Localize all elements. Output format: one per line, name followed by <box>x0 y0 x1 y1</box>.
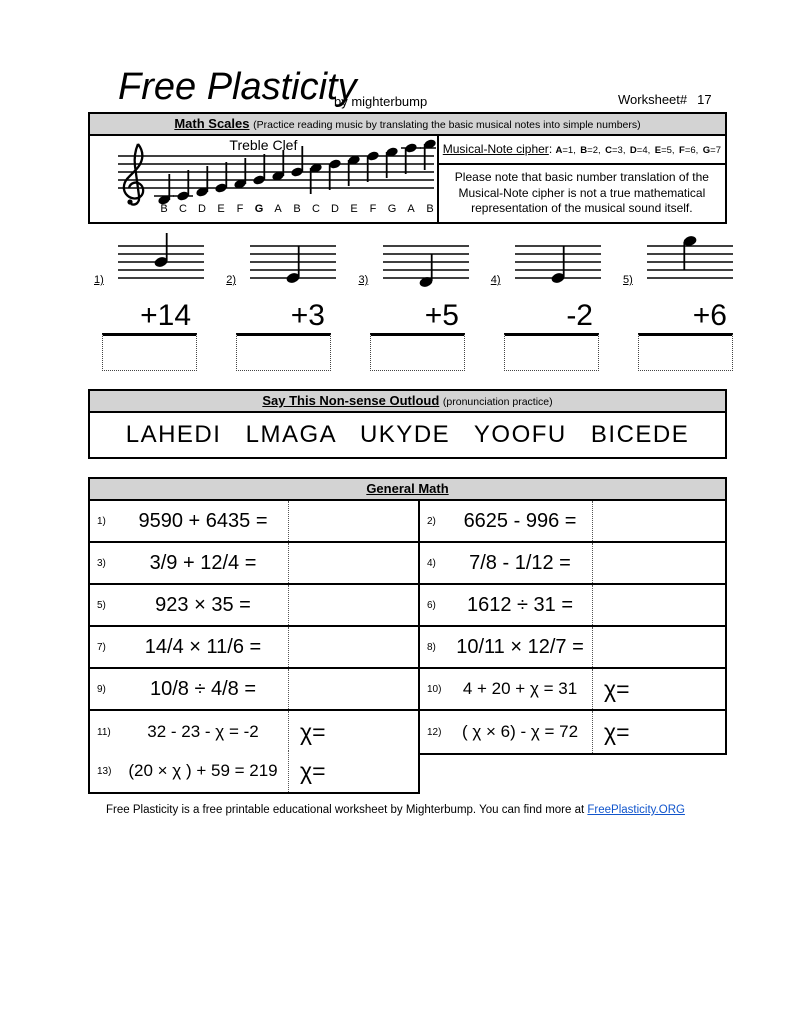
note-problem-1 <box>88 228 207 290</box>
problem-label: 4) <box>418 543 448 583</box>
answer-cell[interactable] <box>592 711 725 753</box>
answer-cell[interactable] <box>592 585 725 625</box>
problem-label: 5) <box>97 599 106 611</box>
svg-text:E: E <box>350 203 358 215</box>
problem-text: 10/11 × 12/7 = <box>456 635 584 658</box>
note-letters <box>160 203 433 215</box>
svg-text:F: F <box>236 203 244 215</box>
problem-text: 4 + 20 + χ = 31 <box>462 679 578 698</box>
problem-label: 6) <box>418 585 448 625</box>
problem-label: 11) <box>97 726 111 738</box>
staff-note-icon <box>512 230 604 288</box>
note-problem-label: 1) <box>94 274 104 286</box>
math-row <box>90 585 725 627</box>
operation-value: +6 <box>692 299 727 332</box>
problem-label: 13) <box>97 765 112 777</box>
operation-value: +14 <box>140 299 191 332</box>
math-row <box>90 543 725 585</box>
answer-box[interactable] <box>236 333 331 371</box>
problem-label: 2) <box>418 501 448 541</box>
operation-cell-2 <box>236 299 331 371</box>
svg-text:C: C <box>179 203 187 215</box>
note-problem-2 <box>220 228 339 290</box>
operation-cell-5 <box>638 299 733 371</box>
staff-note-icon <box>115 230 207 288</box>
answer-cell[interactable] <box>592 543 725 583</box>
math-row-13 <box>88 750 420 794</box>
operation-value: +5 <box>424 299 459 332</box>
problem-label: 10) <box>418 669 448 709</box>
problem-label: 9) <box>97 683 106 695</box>
page-title: Free Plasticity <box>118 66 357 108</box>
math-row <box>90 501 725 543</box>
cipher-disclaimer: Please note that basic number translation of the Musical-Note cipher is not a true mathematical representation of the musical sound itself. <box>454 169 709 216</box>
chi-answer-label: χ= <box>300 757 326 784</box>
problem-label: 7) <box>97 641 106 653</box>
svg-text:E: E <box>217 203 225 215</box>
problem-text: ( χ × 6) - χ = 72 <box>461 722 579 741</box>
problem-label: 12) <box>418 711 448 753</box>
staff-title: Treble Clef <box>229 137 298 153</box>
math-scales-subheading: (Practice reading music by translating the basic musical notes into simple numbers) <box>253 119 641 131</box>
treble-clef-icon <box>124 144 143 205</box>
chi-answer-label: χ= <box>604 675 630 702</box>
footer-link[interactable]: FreePlasticity.ORG <box>587 804 685 816</box>
treble-clef-panel <box>90 136 439 222</box>
pronunciation-section <box>88 389 727 459</box>
math-row <box>90 711 725 753</box>
chi-answer-label: χ= <box>604 718 630 745</box>
staff-note-icon <box>644 230 736 288</box>
answer-cell[interactable] <box>288 669 418 709</box>
svg-text:A: A <box>407 203 415 215</box>
chi-answer-label: χ= <box>300 718 326 745</box>
problem-text: 3/9 + 12/4 = <box>149 551 257 574</box>
problem-text: (20 × χ ) + 59 = 219 <box>128 761 278 780</box>
grand-staff <box>116 138 436 222</box>
footer <box>0 804 791 816</box>
operation-cell-4 <box>504 299 599 371</box>
byline: by mighterbump <box>334 94 428 109</box>
problem-text: 1612 ÷ 31 = <box>466 593 574 616</box>
svg-text:A: A <box>274 203 282 215</box>
svg-text:B: B <box>293 203 301 215</box>
operation-value: -2 <box>566 299 593 332</box>
problem-label: 8) <box>418 627 448 667</box>
answer-box[interactable] <box>370 333 465 371</box>
pronunciation-subheading: (pronunciation practice) <box>442 396 553 408</box>
worksheet-label: Worksheet# <box>618 92 688 107</box>
answer-box[interactable] <box>638 333 733 371</box>
operation-value: +3 <box>290 299 325 332</box>
worksheet-number <box>618 92 712 107</box>
note-problem-3 <box>353 228 472 290</box>
problem-label: 3) <box>97 557 106 569</box>
answer-cell[interactable] <box>288 627 418 667</box>
answer-cell[interactable] <box>592 501 725 541</box>
svg-text:D: D <box>331 203 339 215</box>
footer-text: Free Plasticity is a free printable educational worksheet by Mighterbump. You can find more at <box>106 804 585 816</box>
note-problem-5 <box>617 228 736 290</box>
problem-text: 32 - 23 - χ = -2 <box>147 722 259 741</box>
answer-cell[interactable] <box>288 501 418 541</box>
math-scales-header <box>90 114 725 136</box>
note-problem-label: 4) <box>490 274 501 286</box>
problem-text: 14/4 × 11/6 = <box>144 635 262 658</box>
note-problems-row <box>88 228 736 290</box>
answer-box[interactable] <box>504 333 599 371</box>
cipher-label: Musical-Note cipher <box>442 142 549 156</box>
staff-note-icon <box>247 230 339 288</box>
svg-text:F: F <box>369 203 377 215</box>
svg-text:G: G <box>387 203 397 215</box>
problem-text: 7/8 - 1/12 = <box>469 551 571 574</box>
general-math-section <box>88 477 727 755</box>
cipher-row: Musical-Note cipher: A=1, B=2, C=3, D=4, E=5, F=6, G=7 <box>439 136 725 165</box>
problem-text: 923 × 35 = <box>155 593 251 616</box>
answer-cell[interactable] <box>288 585 418 625</box>
answer-cell[interactable] <box>288 543 418 583</box>
general-math-heading: General Math <box>366 481 449 496</box>
note-problem-4 <box>485 228 604 290</box>
answer-box[interactable] <box>102 333 197 371</box>
cipher-panel <box>439 136 725 222</box>
answer-cell[interactable] <box>288 711 418 753</box>
operation-cell-3 <box>370 299 465 371</box>
worksheet-number-value: 17 <box>697 92 712 107</box>
note-problem-label: 2) <box>226 274 237 286</box>
answer-cell[interactable] <box>592 627 725 667</box>
problem-text: 6625 - 996 = <box>463 509 577 532</box>
svg-text:C: C <box>312 203 320 215</box>
problem-text: 10/8 ÷ 4/8 = <box>149 677 257 700</box>
pronunciation-heading: Say This Non-sense Outloud <box>262 393 440 408</box>
answer-cell[interactable] <box>592 669 725 709</box>
math-row <box>90 627 725 669</box>
answer-cell[interactable] <box>288 750 418 792</box>
math-row <box>90 669 725 711</box>
svg-text:G: G <box>254 203 264 215</box>
math-scales-section <box>88 112 727 224</box>
pronunciation-header <box>90 391 725 413</box>
svg-text:D: D <box>198 203 206 215</box>
operations-row <box>88 299 736 371</box>
operation-cell-1 <box>102 299 197 371</box>
svg-text:B: B <box>426 203 434 215</box>
problem-text: 9590 + 6435 = <box>138 509 268 532</box>
staff-note-icon <box>380 230 472 288</box>
note-problem-label: 3) <box>358 274 369 286</box>
general-math-header <box>90 479 725 501</box>
note-problem-label: 5) <box>623 274 633 286</box>
svg-text:B: B <box>160 203 168 215</box>
nonsense-words: LAHEDI LMAGA UKYDE YOOFU BICEDE <box>125 421 690 448</box>
math-scales-heading: Math Scales <box>174 116 250 131</box>
problem-label: 1) <box>97 515 106 527</box>
